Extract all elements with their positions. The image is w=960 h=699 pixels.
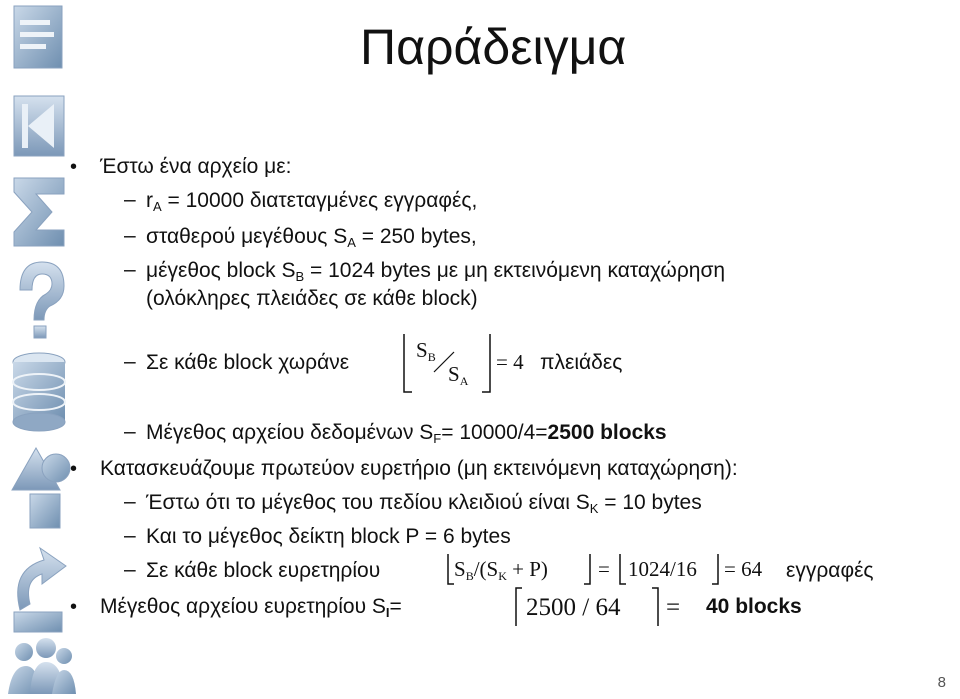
text: = bbox=[389, 595, 402, 618]
sub-item-index-block: Σε κάθε block ευρετηρίου bbox=[146, 559, 381, 582]
text: = 10000/4= bbox=[441, 421, 548, 444]
subscript: A bbox=[347, 235, 356, 250]
equals-sign: = bbox=[598, 557, 610, 581]
bullet-text: Κατασκευάζουμε πρωτεύον ευρετήριο (μη εκτεινόμενη καταχώρηση): bbox=[100, 457, 738, 480]
sub-item-key-size bbox=[146, 490, 702, 522]
dash-marker: – bbox=[124, 558, 136, 581]
text: = 1024 bytes με μη εκτεινόμενη καταχώρηση bbox=[304, 259, 726, 282]
text: Μέγεθος αρχείου δεδομένων S bbox=[146, 421, 434, 444]
text: S bbox=[448, 362, 460, 386]
formula-middle: 1024/16 bbox=[628, 557, 697, 581]
equals-sign: = bbox=[666, 594, 681, 621]
bullet-file-intro bbox=[100, 154, 291, 180]
per-block-unit: πλειάδες bbox=[540, 351, 623, 374]
numerator bbox=[416, 338, 436, 365]
formula-result: = 4 bbox=[496, 350, 524, 374]
text: + P) bbox=[506, 557, 548, 581]
floor-formula-records-per-block bbox=[398, 330, 538, 400]
dash-marker: – bbox=[124, 420, 136, 443]
sub-item-pointer-size: Και το μέγεθος δείκτη block P = 6 bytes bbox=[146, 525, 511, 548]
floor-formula-index-entries bbox=[442, 552, 782, 588]
subscript: K bbox=[589, 501, 599, 516]
dash-marker: – bbox=[124, 524, 136, 547]
sub-item-record-size bbox=[146, 224, 477, 256]
dash-marker: – bbox=[124, 350, 136, 373]
text: S bbox=[416, 338, 428, 362]
bullet-index-file-size bbox=[100, 594, 402, 626]
text: /(S bbox=[473, 557, 499, 581]
dash-marker: – bbox=[124, 188, 136, 211]
index-file-size-result: 40 blocks bbox=[706, 595, 802, 618]
subscript: B bbox=[295, 269, 305, 284]
dash-marker: – bbox=[124, 224, 136, 247]
formula-expression: 2500 / 64 bbox=[526, 594, 621, 621]
bold-value: 2500 blocks bbox=[547, 421, 667, 444]
subscript: F bbox=[433, 431, 442, 446]
subscript: B bbox=[465, 569, 474, 583]
text: = 10000 διατεταγμένες εγγραφές, bbox=[161, 189, 478, 212]
sub-item-file-size bbox=[146, 420, 667, 452]
ceil-formula-index-blocks bbox=[512, 586, 702, 630]
text: = 250 bytes, bbox=[355, 225, 477, 248]
formula-result: = 64 bbox=[724, 557, 763, 581]
subscript: I bbox=[385, 605, 390, 620]
sub-item-block-size-cont: (ολόκληρες πλειάδες σε κάθε block) bbox=[146, 287, 478, 310]
bullet-text: Έστω ένα αρχείο με: bbox=[100, 155, 292, 178]
text: = 10 bytes bbox=[598, 491, 702, 514]
text: S bbox=[454, 557, 466, 581]
page-number: 8 bbox=[937, 674, 946, 691]
subscript: A bbox=[153, 199, 162, 214]
text: μέγεθος block S bbox=[146, 259, 296, 282]
text: σταθερού μεγέθους S bbox=[146, 225, 348, 248]
sub-item-records bbox=[146, 188, 477, 220]
index-block-unit: εγγραφές bbox=[786, 559, 874, 582]
subscript: K bbox=[498, 569, 507, 583]
text: Έστω ότι το μέγεθος του πεδίου κλειδιού είναι S bbox=[146, 491, 590, 514]
subscript: B bbox=[427, 350, 436, 364]
formula-lhs bbox=[454, 557, 548, 584]
text: Μέγεθος αρχείου ευρετηρίου S bbox=[100, 595, 386, 618]
sub-item-per-block: Σε κάθε block χωράνε bbox=[146, 351, 350, 374]
subscript: A bbox=[459, 374, 469, 388]
text: r bbox=[146, 189, 153, 212]
bullet-build-index bbox=[100, 456, 738, 482]
dash-marker: – bbox=[124, 258, 136, 281]
denominator bbox=[448, 362, 468, 389]
dash-marker: – bbox=[124, 490, 136, 513]
slide-title: Παράδειγμα bbox=[360, 19, 627, 75]
